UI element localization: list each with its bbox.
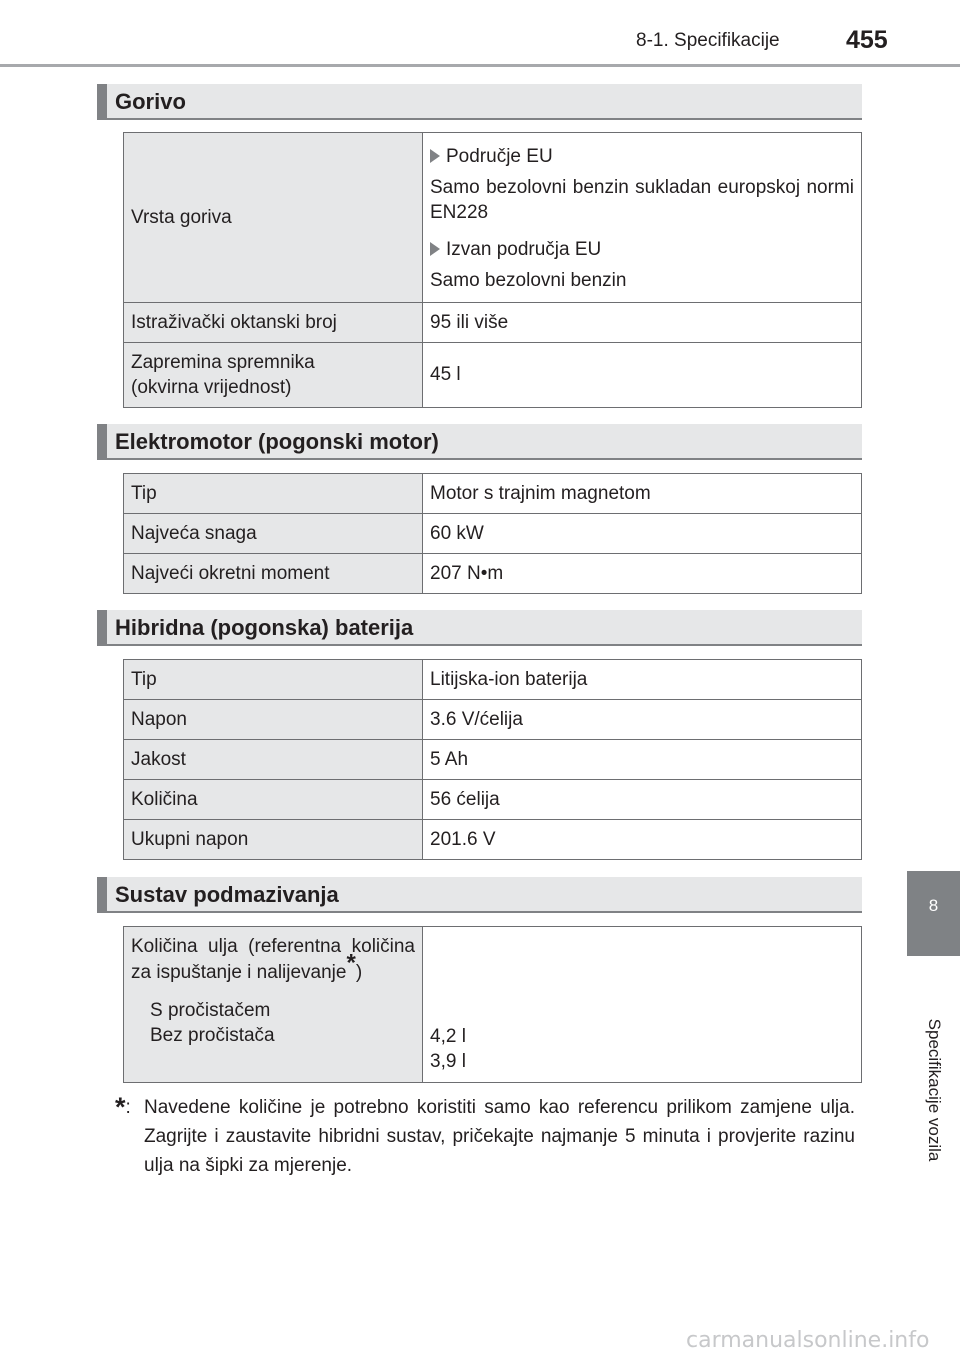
chapter-tab bbox=[907, 871, 960, 956]
oil-quantity-label bbox=[124, 927, 423, 1083]
footnote-star: * bbox=[346, 949, 356, 977]
section-bar: Hibridna (pogonska) baterija bbox=[97, 610, 862, 646]
chapter-number: 8 bbox=[928, 896, 939, 915]
page-header bbox=[0, 0, 960, 70]
oil-quantity-text bbox=[131, 934, 415, 986]
spec-value: 201.6 V bbox=[423, 820, 862, 860]
fuel-type-value bbox=[423, 133, 862, 303]
triangle-bullet-icon bbox=[430, 149, 440, 163]
with-filter-value: 4,2 l bbox=[430, 1026, 466, 1047]
footnote-text: Navedene količine je potrebno koristiti samo kao referencu prilikom zamjene ulja. Zagrijte i zaustavite hibridni sustav, pričekajte najmanje 5 minuta i provjerite razinu ulja na šipki za mjerenje. bbox=[144, 1097, 855, 1176]
section-bar: Gorivo bbox=[97, 84, 862, 120]
lubrication-section-heading bbox=[97, 877, 862, 913]
table-row bbox=[124, 700, 862, 740]
oil-quantity-value bbox=[423, 927, 862, 1083]
region-eu: Područje EU bbox=[446, 146, 553, 167]
table-row bbox=[124, 780, 862, 820]
spec-value: Motor s trajnim magnetom bbox=[423, 474, 862, 514]
triangle-bullet-icon bbox=[430, 242, 440, 256]
footnote-star: * bbox=[115, 1092, 126, 1122]
region-eu-text: Samo bezolovni benzin sukladan europskoj normi EN228 bbox=[430, 177, 854, 223]
lubrication-table bbox=[123, 926, 862, 1083]
fuel-table bbox=[123, 132, 862, 408]
table-row bbox=[124, 133, 862, 303]
fuel-type-label: Vrsta goriva bbox=[124, 133, 423, 303]
fuel-section-heading bbox=[97, 84, 862, 120]
battery-table bbox=[123, 659, 862, 860]
section-bar: Sustav podmazivanja bbox=[97, 877, 862, 913]
spec-label: Tip bbox=[124, 474, 423, 514]
spec-value: 3.6 V/ćelija bbox=[423, 700, 862, 740]
chapter-label: Specifikacije vozila bbox=[924, 1018, 944, 1162]
table-row bbox=[124, 474, 862, 514]
octane-label: Istraživački oktanski broj bbox=[124, 303, 423, 343]
battery-section-heading bbox=[97, 610, 862, 646]
table-row bbox=[124, 927, 862, 1083]
spec-label: Tip bbox=[124, 660, 423, 700]
spec-value: 5 Ah bbox=[423, 740, 862, 780]
region-outside-text: Samo bezolovni benzin bbox=[430, 270, 627, 291]
spec-label: Jakost bbox=[124, 740, 423, 780]
spec-label: Najveća snaga bbox=[124, 514, 423, 554]
spec-value: Litijska-ion baterija bbox=[423, 660, 862, 700]
watermark: carmanualsonline.info bbox=[686, 1328, 930, 1353]
motor-table bbox=[123, 473, 862, 594]
spec-label: Napon bbox=[124, 700, 423, 740]
page-number: 455 bbox=[846, 26, 888, 54]
spec-value: 60 kW bbox=[423, 514, 862, 554]
oil-quantity-label-text: Količina ulja (referentna količina za ispuštanje i nalijevanje bbox=[131, 936, 415, 983]
table-row bbox=[124, 820, 862, 860]
footnote bbox=[115, 1093, 855, 1180]
region-eu-line bbox=[430, 144, 854, 169]
tank-label bbox=[124, 343, 423, 408]
spec-label: Ukupni napon bbox=[124, 820, 423, 860]
oil-close-paren: ) bbox=[355, 962, 363, 983]
footnote-colon: : bbox=[125, 1097, 131, 1118]
chapter-label-area bbox=[907, 960, 960, 1220]
section-bar: Elektromotor (pogonski motor) bbox=[97, 424, 862, 460]
header-rule bbox=[0, 64, 960, 67]
spec-value: 56 ćelija bbox=[423, 780, 862, 820]
with-filter-label: S pročistačem bbox=[150, 1000, 271, 1021]
tank-label-line2: (okvirna vrijednost) bbox=[131, 377, 292, 398]
section-title: 8-1. Specifikacije bbox=[636, 30, 780, 51]
tank-label-line1: Zapremina spremnika bbox=[131, 352, 315, 373]
spec-label: Količina bbox=[124, 780, 423, 820]
without-filter-label: Bez pročistača bbox=[150, 1025, 275, 1046]
footnote-marker bbox=[115, 1093, 131, 1122]
spec-label: Najveći okretni moment bbox=[124, 554, 423, 594]
region-outside-line bbox=[430, 237, 854, 262]
table-row bbox=[124, 660, 862, 700]
table-row bbox=[124, 303, 862, 343]
spec-value: 207 N•m bbox=[423, 554, 862, 594]
without-filter-value: 3,9 l bbox=[430, 1051, 466, 1072]
region-outside: Izvan područja EU bbox=[446, 239, 602, 260]
octane-value: 95 ili više bbox=[423, 303, 862, 343]
table-row bbox=[124, 343, 862, 408]
motor-section-heading bbox=[97, 424, 862, 460]
table-row bbox=[124, 514, 862, 554]
tank-value: 45 l bbox=[423, 343, 862, 408]
table-row bbox=[124, 554, 862, 594]
table-row bbox=[124, 740, 862, 780]
